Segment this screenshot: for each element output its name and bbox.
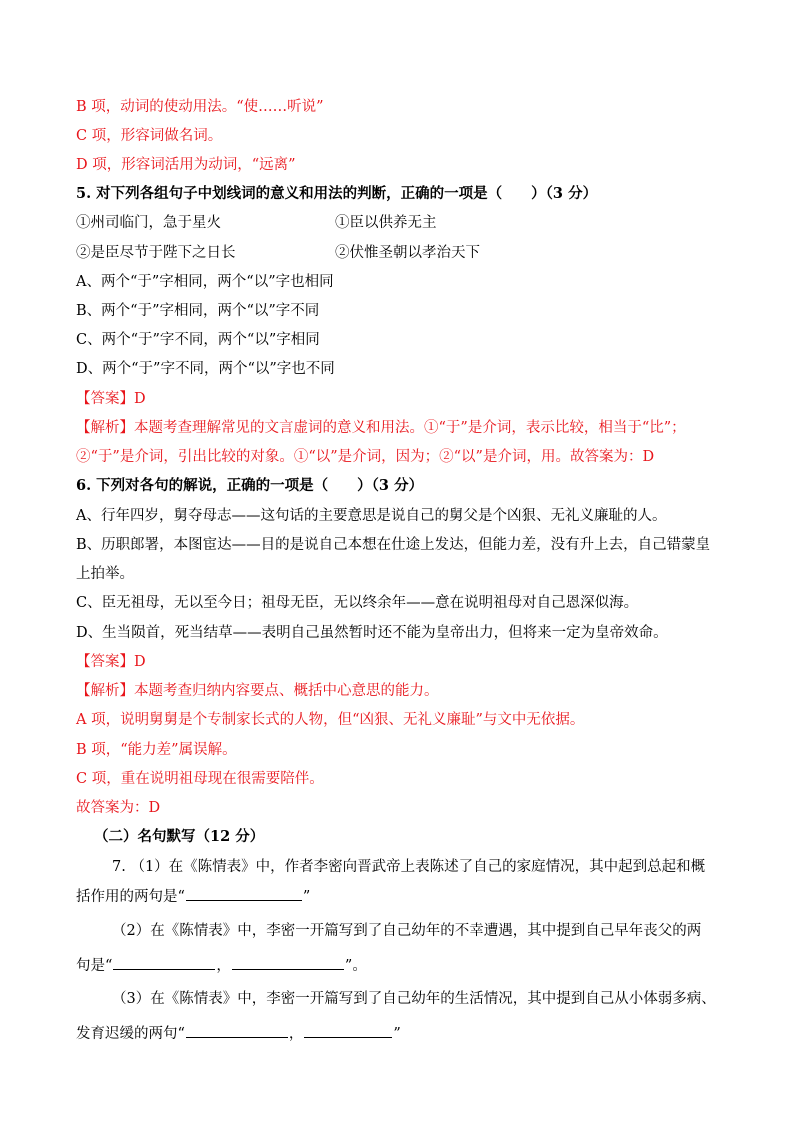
q7-part2-answer-blank-2[interactable] [232, 955, 344, 970]
q5-stem: 5. 对下列各组句子中划线词的意义和用法的判断，正确的一项是（ ）（3 分） [76, 185, 598, 202]
q6-option-b-line2: 上拍举。 [76, 566, 134, 582]
q6-option-c: C、臣无祖母，无以至今日；祖母无臣，无以终余年——意在说明祖母对自己恩深似海。 [76, 595, 639, 611]
q6-option-a: A、行年四岁，舅夺母志——这句话的主要意思是说自己的舅父是个凶狠、无礼义廉耻的人。 [76, 508, 667, 524]
q7-part3-suffix: ” [393, 1026, 401, 1042]
q6-answer: 【答案】D [76, 654, 146, 670]
q6-conclusion: 故答案为：D [76, 800, 161, 816]
q7-part1-line2 [76, 886, 310, 906]
q7-part3-answer-blank-1[interactable] [186, 1023, 288, 1038]
q7-part3-line2 [76, 1023, 401, 1043]
q5-analysis-line2: ②“于”是介词，引出比较的对象。①“以”是介词，因为；②“以”是介词，用。故答案为：D [76, 449, 655, 465]
q5-option-a: A、两个“于”字相同，两个“以”字也相同 [76, 274, 334, 290]
q7-part2-prefix: 句是“ [76, 958, 113, 974]
q5-option-d: D、两个“于”字不同，两个“以”字也不同 [76, 361, 335, 377]
q6-option-b-line1: B、历职郎署，本图宦达——目的是说自己本想在仕途上发达，但能力差，没有升上去，自己错蒙皇 [76, 537, 711, 553]
q6-explanation-b: B 项，“能力差”属误解。 [76, 742, 237, 758]
q5-sentence-1b: ①臣以供养无主 [335, 215, 437, 231]
q7-part1-line1: 7. （1）在《陈情表》中，作者李密向晋武帝上表陈述了自己的家庭情况，其中起到总起和概 [112, 859, 706, 875]
q5-answer: 【答案】D [76, 391, 146, 407]
q6-explanation-c: C 项，重在说明祖母现在很需要陪伴。 [76, 771, 324, 787]
q7-part1-prefix: 括作用的两句是“ [76, 889, 185, 905]
q5-analysis-line1: 【解析】本题考查理解常见的文言虚词的意义和用法。①“于”是介词，表示比较，相当于“比”； [76, 420, 686, 436]
q6-explanation-a: A 项，说明舅舅是个专制家长式的人物，但“凶狠、无礼义廉耻”与文中无依据。 [76, 712, 585, 728]
q4-explanation-b: B 项，动词的使动用法。“使……听说” [76, 99, 324, 115]
q6-analysis: 【解析】本题考查归纳内容要点、概括中心意思的能力。 [76, 683, 439, 699]
q4-explanation-d: D 项，形容词活用为动词，“远离” [76, 157, 296, 173]
q6-option-d: D、生当陨首，死当结草——表明自己虽然暂时还不能为皇帝出力，但将来一定为皇帝效命。 [76, 625, 668, 641]
q7-part3-line1: （3）在《陈情表》中，李密一开篇写到了自己幼年的生活情况，其中提到自己从小体弱多病、 [112, 991, 716, 1007]
q7-part2-line2 [76, 955, 367, 975]
q7-part2-suffix: ”。 [344, 958, 367, 974]
q5-sentence-2b: ②伏惟圣朝以孝治天下 [335, 245, 480, 261]
q6-stem: 6. 下列对各句的解说，正确的一项是（ ）（3 分） [76, 477, 424, 494]
q7-part3-prefix: 发育迟缓的两句“ [76, 1026, 185, 1042]
q7-part2-separator: ， [216, 958, 231, 974]
q7-part2-line1: （2）在《陈情表》中，李密一开篇写到了自己幼年的不幸遭遇，其中提到自己早年丧父的两 [112, 923, 702, 939]
q7-part3-separator: ， [288, 1026, 304, 1042]
q7-part2-answer-blank-1[interactable] [113, 955, 215, 970]
q5-option-b: B、两个“于”字相同，两个“以”字不同 [76, 303, 320, 319]
q7-part1-answer-blank[interactable] [186, 886, 302, 901]
q4-explanation-c: C 项，形容词做名词。 [76, 128, 223, 144]
q5-sentence-1a: ①州司临门，急于星火 [76, 215, 221, 231]
q5-option-c: C、两个“于”字不同，两个“以”字相同 [76, 332, 320, 348]
q5-sentence-2a: ②是臣尽节于陛下之日长 [76, 245, 236, 261]
q7-part1-suffix: ” [302, 889, 311, 905]
q7-part3-answer-blank-2[interactable] [304, 1023, 392, 1038]
section-title-famous-sentences: （二）名句默写（12 分） [94, 828, 265, 845]
